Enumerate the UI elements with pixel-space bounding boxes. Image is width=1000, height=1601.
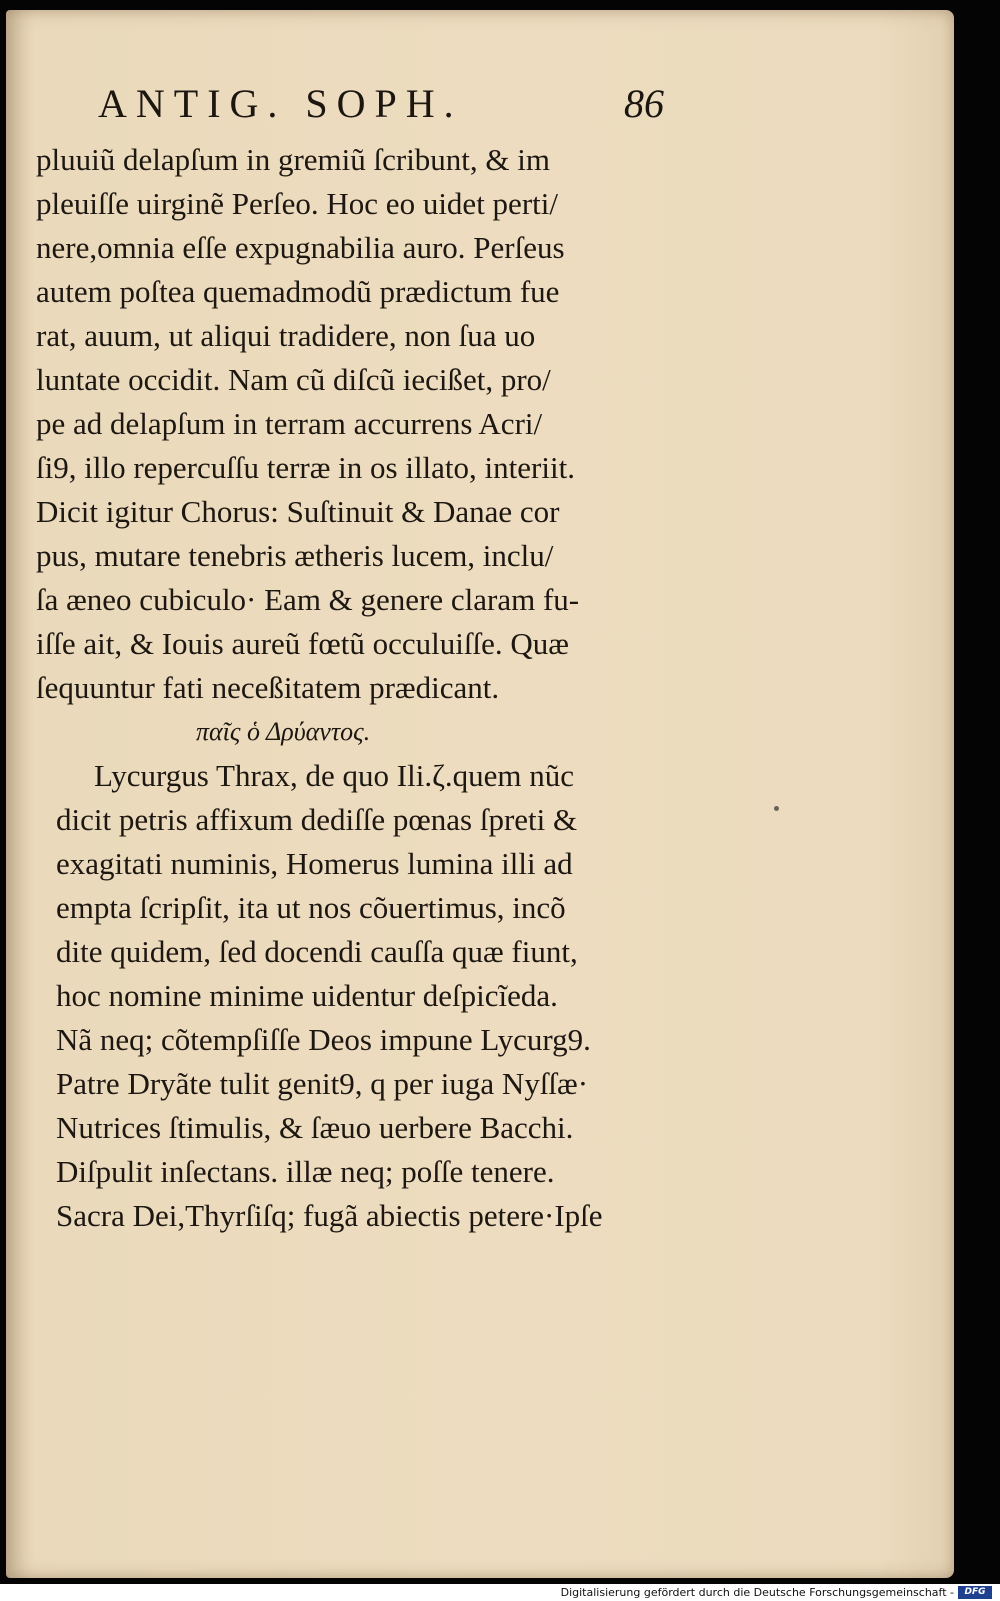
- running-title: ANTIG. SOPH.: [98, 81, 463, 126]
- text-line: Nutrices ſtimulis, & ſæuo uerbere Bacchi.: [56, 1110, 574, 1145]
- running-header: [98, 80, 678, 132]
- text-line: dite quidem, ſed docendi cauſſa quæ fiunt,: [56, 934, 578, 969]
- text-line: pe ad delapſum in terram accurrens Acri/: [36, 406, 543, 441]
- text-line: Sacra Dei,Thyrſiſq; fugã abiectis petere·Ipſe: [56, 1198, 603, 1233]
- digitization-credit: Digitalisierung gefördert durch die Deutsche Forschungsgemeinschaft -: [560, 1586, 954, 1599]
- book-page: [6, 10, 954, 1578]
- text-line: autem poſtea quemadmodũ prædictum fue: [36, 274, 560, 309]
- text-line: ſa æneo cubiculo· Eam & genere claram fu-: [36, 582, 580, 617]
- text-line: ſi9, illo repercuſſu terræ in os illato, interiit.: [36, 450, 575, 485]
- folio-number: 86: [624, 81, 664, 126]
- text-line: empta ſcripſit, ita ut nos cõuertimus, incõ: [56, 890, 566, 925]
- text-line: luntate occidit. Nam cũ diſcũ iecißet, pro/: [36, 362, 551, 397]
- text-line: nere,omnia eſſe expugnabilia auro. Perſeus: [36, 230, 565, 265]
- paper-spot: [774, 806, 779, 811]
- text-line: hoc nomine minime uidentur deſpicĩeda.: [56, 978, 558, 1013]
- text-line: pleuiſſe uirginẽ Perſeo. Hoc eo uidet perti/: [36, 186, 558, 221]
- dfg-logo: DFG: [958, 1586, 992, 1599]
- text-line: exagitati numinis, Homerus lumina illi ad: [56, 846, 573, 881]
- text-line: iſſe ait, & Iouis aureũ fœtũ occuluiſſe. Quæ: [36, 626, 569, 661]
- text-line: Dicit igitur Chorus: Suſtinuit & Danae cor: [36, 494, 560, 529]
- body-text: [36, 138, 736, 1238]
- text-line: dicit petris affixum dediſſe pœnas ſpreti &: [56, 802, 578, 837]
- text-line: Lycurgus Thrax, de quo Ili.ζ.quem nũc: [94, 758, 575, 793]
- text-line: ſequuntur fati neceßitatem prædicant.: [36, 670, 500, 705]
- text-line: rat, auum, ut aliqui tradidere, non ſua uo: [36, 318, 536, 353]
- text-line: Diſpulit inſectans. illæ neq; poſſe tenere.: [56, 1154, 555, 1189]
- greek-lemma-heading: παῖς ὁ Δρύαντος.: [196, 717, 371, 746]
- text-line: Patre Dryãte tulit genit9, q per iuga Nyſſæ·: [56, 1066, 589, 1101]
- text-line: pluuiũ delapſum in gremiũ ſcribunt, & im: [36, 142, 551, 177]
- text-line: Nã neq; cõtempſiſſe Deos impune Lycurg9.: [56, 1022, 591, 1057]
- text-line: pus, mutare tenebris ætheris lucem, inclu/: [36, 538, 554, 573]
